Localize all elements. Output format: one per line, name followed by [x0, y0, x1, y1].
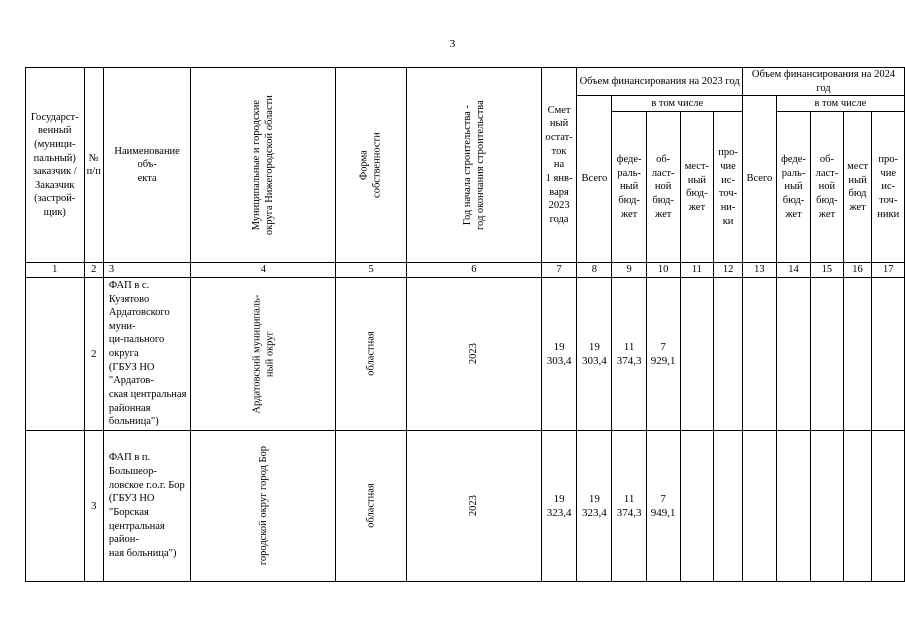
col-number: 16 — [843, 263, 872, 278]
col-number: 8 — [577, 263, 612, 278]
header-federal-2023: феде- раль- ный бюд- жет — [612, 112, 646, 263]
cell-total-2023: 19 303,4 — [577, 277, 612, 430]
col-number: 5 — [336, 263, 407, 278]
header-num: № п/п — [84, 68, 103, 263]
cell-empty — [714, 277, 743, 430]
page-number: 3 — [449, 38, 456, 50]
header-regional-2024: об- ласт- ной бюд- жет — [811, 112, 843, 263]
header-object-name: Наименование объ- екта — [103, 68, 190, 263]
table-row — [26, 277, 905, 430]
col-number: 15 — [811, 263, 843, 278]
header-other-2023: про- чие ис- точ- ни- ки — [714, 112, 743, 263]
cell-federal-2023: 11 374,3 — [612, 277, 646, 430]
cell-estimate: 19 303,4 — [541, 277, 577, 430]
col-number: 9 — [612, 263, 646, 278]
header-fin-2024: Объем финансирования на 2024 год — [742, 68, 904, 96]
cell-regional-2023: 7 929,1 — [646, 277, 680, 430]
cell-total-2023: 19 323,4 — [577, 430, 612, 581]
header-including-2023: в том числе — [612, 96, 742, 112]
col-number: 2 — [84, 263, 103, 278]
header-local-2024: мест ный бюд жет — [843, 112, 872, 263]
cell-empty — [714, 430, 743, 581]
cell-ownership: областная — [336, 430, 407, 581]
cell-ownership: областная — [336, 277, 407, 430]
cell-num: 3 — [84, 430, 103, 581]
cell-empty — [742, 430, 776, 581]
cell-year: 2023 — [407, 277, 542, 430]
header-local-2023: мест- ный бюд- жет — [680, 112, 714, 263]
col-number: 4 — [191, 263, 336, 278]
cell-customer — [26, 430, 85, 581]
col-number: 14 — [776, 263, 810, 278]
col-number: 13 — [742, 263, 776, 278]
col-number: 6 — [407, 263, 542, 278]
cell-object-name: ФАП в с. Кузятово Ардатовского муни- ци-пального округа (ГБУЗ НО "Ардатов- ская центральная районная больница") — [103, 277, 190, 430]
cell-year: 2023 — [407, 430, 542, 581]
header-including-2024: в том числе — [776, 96, 904, 112]
col-number: 3 — [103, 263, 190, 278]
header-ownership: Форма собственности — [336, 68, 407, 263]
header-other-2024: про- чие ис- точ- ники — [872, 112, 905, 263]
table-row — [26, 430, 905, 581]
col-number: 7 — [541, 263, 577, 278]
header-customer: Государст- венный (муници- пальный) заказчик / Заказчик (застрой- щик) — [26, 68, 85, 263]
header-municipality: Муниципальные и городские округа Нижегородской области — [191, 68, 336, 263]
cell-municipality: городской округ город Бор — [191, 430, 336, 581]
header-total-2023: Всего — [577, 96, 612, 263]
cell-empty — [872, 430, 905, 581]
cell-empty — [872, 277, 905, 430]
cell-empty — [776, 277, 810, 430]
col-number: 17 — [872, 263, 905, 278]
cell-municipality: Ардатовский муниципаль- ный округ — [191, 277, 336, 430]
column-numbers-row — [26, 263, 905, 278]
col-number: 12 — [714, 263, 743, 278]
header-estimate: Смет ный остат- ток на 1 янв- варя 2023 года — [541, 68, 577, 263]
cell-empty — [811, 277, 843, 430]
cell-empty — [843, 277, 872, 430]
cell-empty — [680, 277, 714, 430]
col-number: 10 — [646, 263, 680, 278]
cell-regional-2023: 7 949,1 — [646, 430, 680, 581]
header-years: Год начала строительства - год окончания строительства — [407, 68, 542, 263]
financing-table — [25, 67, 905, 582]
header-fin-2023: Объем финансирования на 2023 год — [577, 68, 743, 96]
col-number: 1 — [26, 263, 85, 278]
cell-object-name: ФАП в п. Большеор- ловское г.о.г. Бор (ГБУЗ НО "Борская центральная район- ная больница") — [103, 430, 190, 581]
header-total-2024: Всего — [742, 96, 776, 263]
cell-estimate: 19 323,4 — [541, 430, 577, 581]
cell-empty — [811, 430, 843, 581]
cell-empty — [776, 430, 810, 581]
cell-empty — [742, 277, 776, 430]
cell-empty — [680, 430, 714, 581]
cell-federal-2023: 11 374,3 — [612, 430, 646, 581]
cell-customer — [26, 277, 85, 430]
cell-empty — [843, 430, 872, 581]
col-number: 11 — [680, 263, 714, 278]
header-regional-2023: об- ласт- ной бюд- жет — [646, 112, 680, 263]
header-federal-2024: феде- раль- ный бюд- жет — [776, 112, 810, 263]
cell-num: 2 — [84, 277, 103, 430]
